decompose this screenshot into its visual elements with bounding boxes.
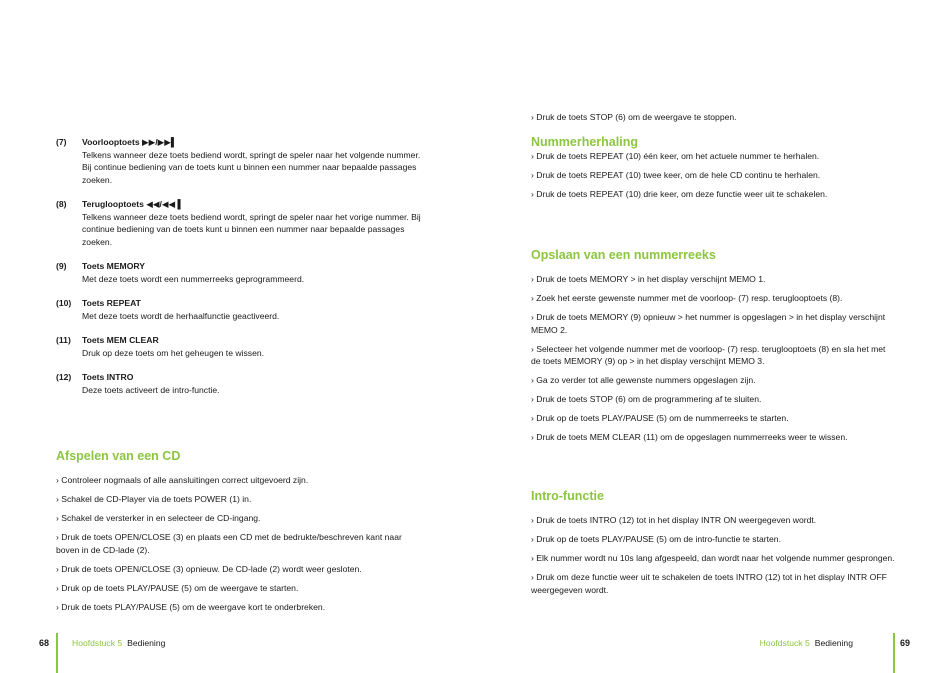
list-item: › Druk de toets MEMORY (9) opnieuw > het nummer is opgeslagen > in het display verschijnt MEMO 2.: [531, 312, 886, 335]
list-item: › Druk de toets REPEAT (10) twee keer, om de hele CD continu te herhalen.: [531, 170, 821, 180]
list-item: › Druk op de toets PLAY/PAUSE (5) om de weergave te starten.: [56, 582, 299, 593]
list-item: › Schakel de CD-Player via de toets POWER (1) in.: [56, 494, 252, 504]
chapter-info: [72, 637, 165, 650]
chapter-title: Bediening: [814, 638, 853, 648]
chapter-info: [760, 637, 853, 650]
section-heading-opslaan: Opslaan van een nummerreeks: [531, 248, 716, 262]
left-column: [56, 136, 422, 620]
definition-list: [56, 136, 422, 396]
definition-number: (12): [56, 372, 72, 382]
definition-title: Toets REPEAT: [82, 298, 141, 308]
list-item: › Druk de toets PLAY/PAUSE (5) om de weergave kort te onderbreken.: [56, 601, 326, 612]
list-item: › Druk de toets MEMORY > in het display verschijnt MEMO 1.: [531, 274, 766, 284]
definition-number: (11): [56, 335, 71, 345]
list-item: › Druk de toets REPEAT (10) één keer, om het actuele nummer te herhalen.: [531, 151, 820, 161]
definition-item: [56, 334, 422, 359]
definition-title: Teruglooptoets ◀◀/◀◀ ▌: [82, 199, 184, 209]
definition-title: Toets INTRO: [82, 372, 134, 382]
chapter-label: Hoofdstuck 5: [759, 638, 810, 648]
section-heading-nummerherhaling: Nummerherhaling: [531, 135, 638, 149]
page-number: 69: [900, 638, 911, 648]
definition-text: Druk op deze toets om het geheugen te wissen.: [82, 347, 265, 358]
list-item: › Druk de toets MEM CLEAR (11) om de opgeslagen nummerreeks weer te wissen.: [531, 432, 848, 442]
list-item: › Druk de toets STOP (6) om de weergave te stoppen.: [531, 112, 737, 122]
definition-text: Met deze toets wordt een nummerreeks geprogrammeerd.: [82, 273, 305, 284]
list-item: › Druk op de toets PLAY/PAUSE (5) om de nummerreeks te starten.: [531, 413, 789, 423]
list-item: › Druk de toets OPEN/CLOSE (3) opnieuw. De CD-lade (2) wordt weer gesloten.: [56, 563, 362, 574]
footer-divider: [893, 633, 895, 673]
list-item: › Druk op de toets PLAY/PAUSE (5) om de intro-functie te starten.: [531, 534, 781, 544]
definition-title: Toets MEM CLEAR: [82, 335, 159, 345]
list-item: › Elk nummer wordt nu 10s lang afgespeeld, dan wordt naar het volgende nummer gesprongen.: [531, 553, 895, 563]
definition-item: [56, 198, 422, 248]
list-item: › Druk de toets OPEN/CLOSE (3) en plaats een CD met de bedrukte/beschreven kant naar boven in de CD-lade (2).: [56, 532, 402, 555]
list-item: › Zoek het eerste gewenste nummer met de voorloop- (7) resp. teruglooptoets (8).: [531, 293, 843, 303]
definition-text: Deze toets activeert de intro-functie.: [82, 384, 220, 395]
list-item: › Controleer nogmaals of alle aansluitingen correct uitgevoerd zijn.: [56, 475, 309, 485]
footer-divider: [56, 633, 58, 673]
chapter-title: Bediening: [127, 638, 166, 648]
chapter-label: Hoofdstuck 5: [72, 638, 123, 648]
list-item: › Druk de toets REPEAT (10) drie keer, om deze functie weer uit te schakelen.: [531, 189, 828, 199]
section-heading-intro: Intro-functie: [531, 489, 604, 503]
list-item: › Druk de toets INTRO (12) tot in het display INTR ON weergegeven wordt.: [531, 515, 817, 525]
definition-text: Telkens wanneer deze toets bediend wordt, springt de speler naar het vorige nummer. Bij continue bediening van de toets kunt u binnen een nummer naar bepaalde passages zoeken.: [82, 211, 421, 247]
footer-right: [475, 630, 950, 673]
list-item: › Druk de toets STOP (6) om de programmering af te sluiten.: [531, 394, 762, 404]
definition-number: (7): [56, 137, 67, 147]
right-column: [531, 111, 895, 603]
footer-left: [0, 630, 475, 673]
definition-number: (10): [56, 298, 72, 308]
definition-number: (8): [56, 199, 67, 209]
definition-item: [56, 136, 422, 186]
page-number: 68: [39, 638, 50, 648]
section-heading-afspelen: Afspelen van een CD: [56, 449, 181, 463]
definition-text: Telkens wanneer deze toets bediend wordt, springt de speler naar het volgende nummer. Bij continue bediening van de toets kunt u binnen een nummer naar bepaalde passages zoeken.: [82, 149, 421, 185]
list-item: › Schakel de versterker in en selecteer de CD-ingang.: [56, 513, 261, 523]
list-item: › Ga zo verder tot alle gewenste nummers opgeslagen zijn.: [531, 375, 756, 385]
definition-title: Toets MEMORY: [82, 261, 146, 271]
definition-item: [56, 297, 422, 322]
definition-item: [56, 260, 422, 285]
definition-text: Met deze toets wordt de herhaalfunctie geactiveerd.: [82, 310, 280, 321]
definition-number: (9): [56, 261, 67, 271]
definition-item: [56, 371, 422, 396]
list-item: › Druk om deze functie weer uit te schakelen de toets INTRO (12) tot in het display INTR OFF weergegeven wordt.: [531, 572, 887, 595]
list-item: › Selecteer het volgende nummer met de voorloop- (7) resp. teruglooptoets (8) en sla het met de toets MEMORY (9) op > in het display verschijnt MEMO 3.: [531, 343, 886, 366]
definition-title: Voorlooptoets ▶▶/▶▶▌: [82, 137, 177, 147]
